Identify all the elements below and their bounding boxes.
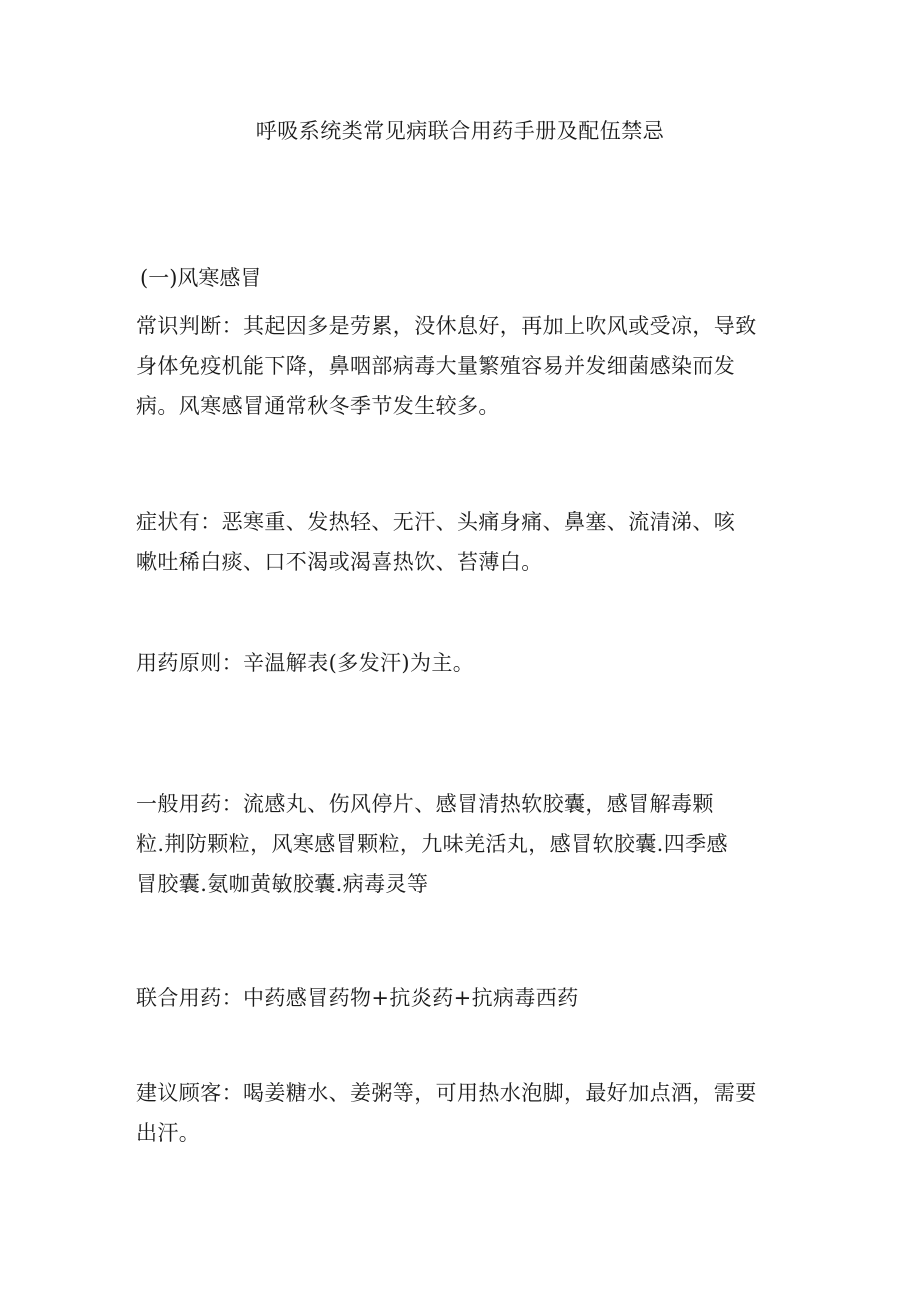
paragraph-line: 粒.荆防颗粒，风寒感冒颗粒，九味羌活丸，感冒软胶囊.四季感 bbox=[136, 832, 728, 856]
paragraph-general-medication bbox=[136, 784, 796, 904]
paragraph-line: 冒胶囊.氨咖黄敏胶囊.病毒灵等 bbox=[136, 872, 429, 896]
paragraph-line: 一般用药：流感丸、伤风停片、感冒清热软胶囊，感冒解毒颗 bbox=[136, 792, 714, 816]
paragraph-line: 常识判断：其起因多是劳累，没休息好，再加上吹风或受凉，导致 bbox=[136, 314, 757, 338]
paragraph-symptoms bbox=[136, 502, 796, 582]
paragraph-line: 身体免疫机能下降，鼻咽部病毒大量繁殖容易并发细菌感染而发 bbox=[136, 354, 736, 378]
paragraph-line: 病。风寒感冒通常秋冬季节发生较多。 bbox=[136, 394, 500, 418]
paragraph-common-sense bbox=[136, 306, 796, 426]
paragraph-medication-principle bbox=[136, 643, 796, 683]
paragraph-combined-medication bbox=[136, 978, 796, 1018]
paragraph-line: 症状有：恶寒重、发热轻、无汗、头痛身痛、鼻塞、流清涕、咳 bbox=[136, 510, 736, 534]
paragraph-customer-advice bbox=[136, 1073, 796, 1153]
document-title: 呼吸系统类常见病联合用药手册及配伍禁忌 bbox=[255, 119, 665, 143]
paragraph-line: 嗽吐稀白痰、口不渴或渴喜热饮、苔薄白。 bbox=[136, 550, 543, 574]
paragraph-line: 建议顾客：喝姜糖水、姜粥等，可用热水泡脚，最好加点酒，需要 bbox=[136, 1081, 757, 1105]
paragraph-line: 用药原则：辛温解表(多发汗)为主。 bbox=[136, 651, 475, 675]
paragraph-line: 联合用药：中药感冒药物+抗炎药+抗病毒西药 bbox=[136, 986, 579, 1010]
paragraph-line: 出汗。 bbox=[136, 1121, 201, 1145]
section-heading: (一)风寒感冒 bbox=[140, 266, 262, 290]
